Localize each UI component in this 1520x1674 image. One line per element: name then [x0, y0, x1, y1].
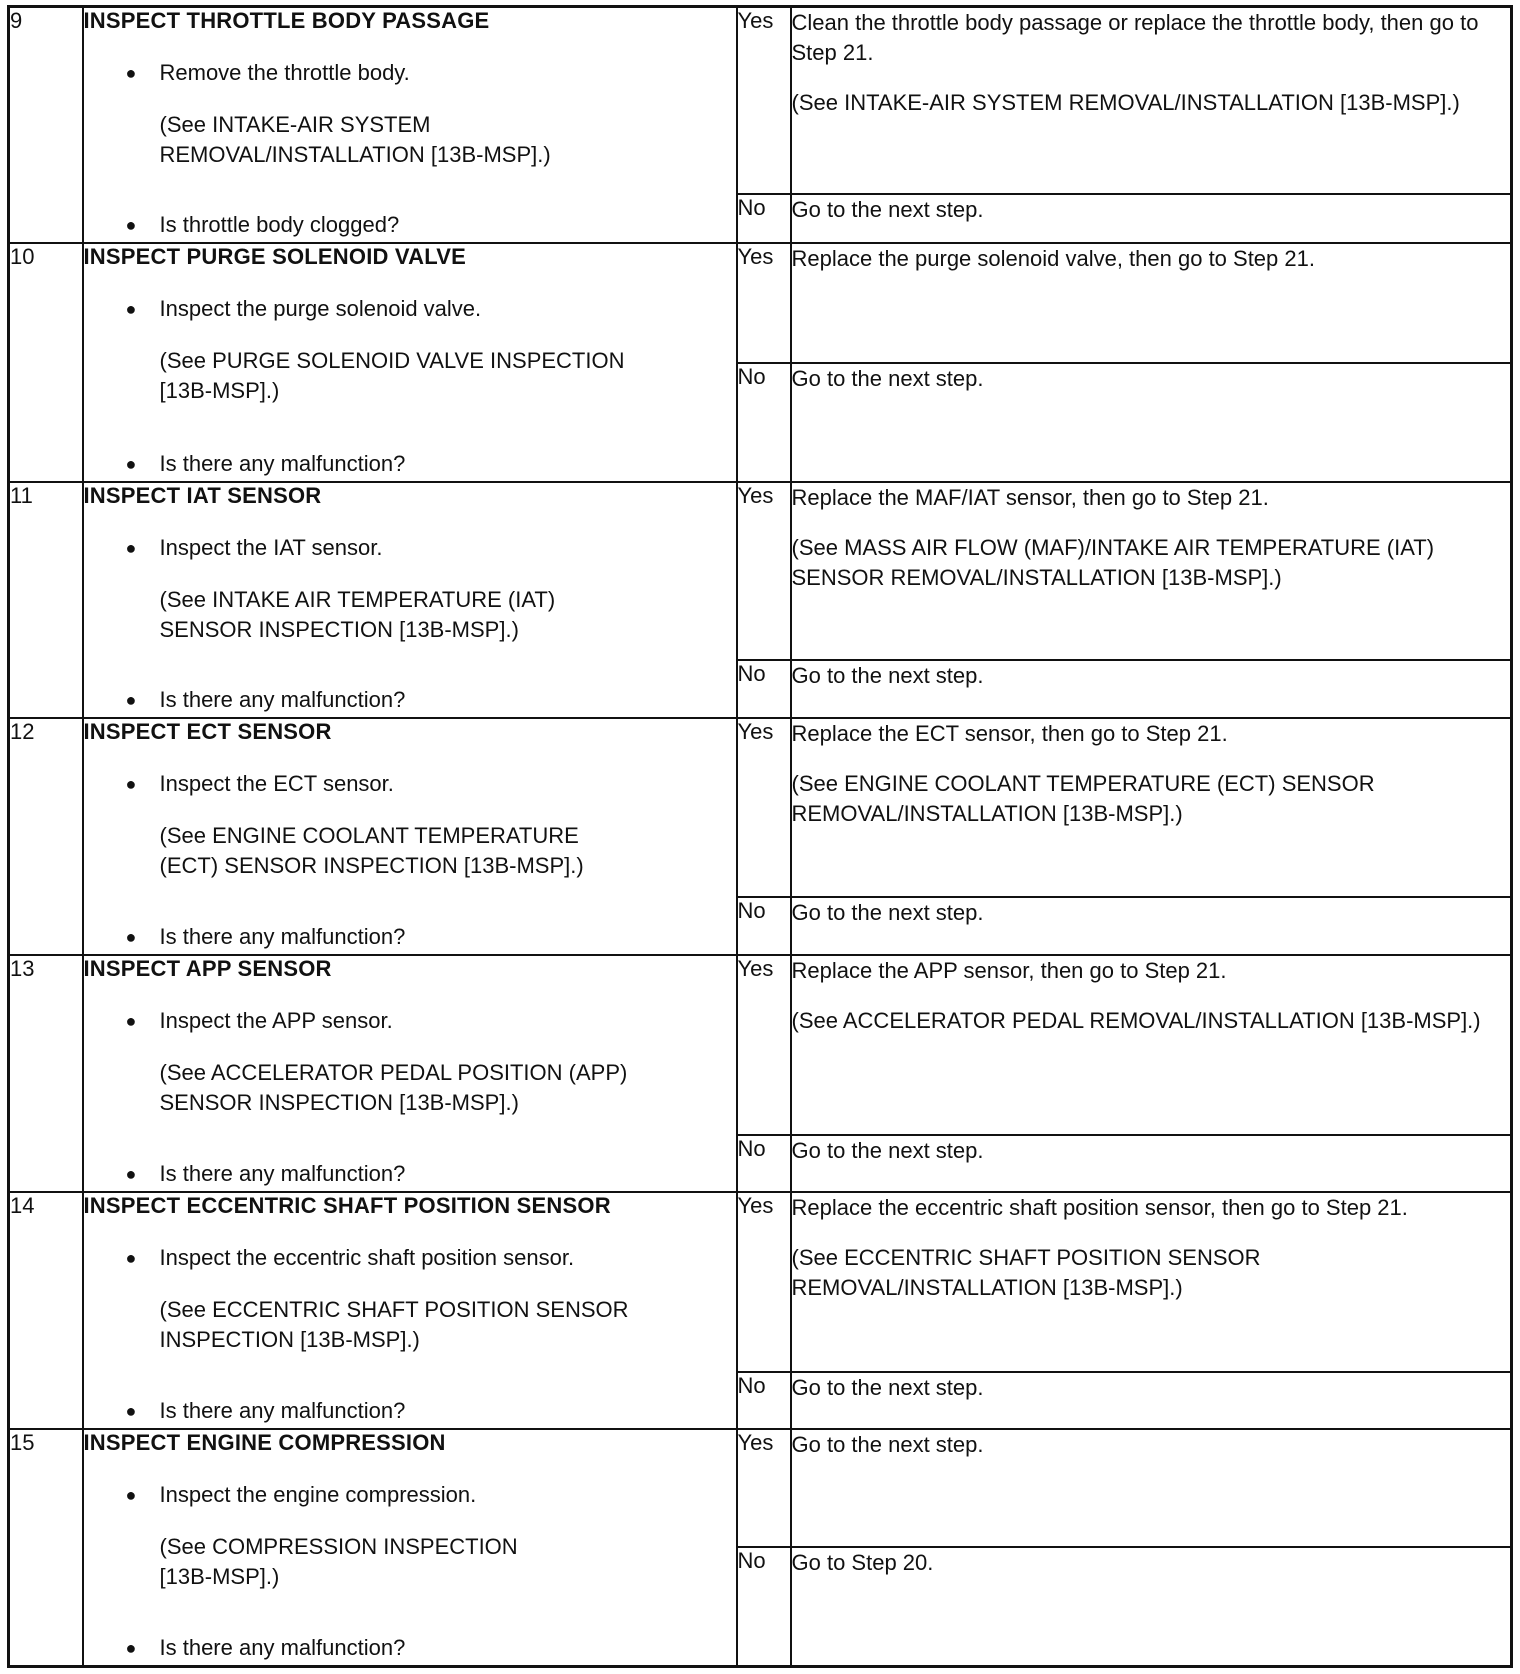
step-title: INSPECT ENGINE COMPRESSION [83, 1430, 446, 1456]
no-result: Go to the next step. [791, 897, 1512, 956]
yes-result-cell [791, 955, 1512, 1134]
no-result: Go to the next step. [791, 1372, 1512, 1430]
yes-result: Replace the eccentric shaft position sensor, then go to Step 21. [791, 1195, 1408, 1221]
diagnostic-table [7, 5, 1513, 1668]
yes-result: Replace the MAF/IAT sensor, then go to Step 21. [791, 484, 1269, 510]
step-row [9, 955, 1512, 1134]
step-title: INSPECT THROTTLE BODY PASSAGE [83, 8, 490, 33]
no-result: Go to Step 20. [791, 1547, 1512, 1667]
step-action: ● Inspect the APP sensor. [84, 1006, 736, 1036]
no-label: No [737, 1372, 791, 1430]
step-title: INSPECT IAT SENSOR [83, 482, 322, 508]
step-action-cell [83, 243, 737, 481]
yes-result-cell [791, 1429, 1512, 1546]
step-number: 9 [9, 7, 83, 244]
step-reference: (See INTAKE AIR TEMPERATURE (IAT) SENSOR INSPECTION [13B-MSP].) [159, 586, 556, 642]
step-row [9, 7, 1512, 195]
yes-label: Yes [737, 1192, 791, 1371]
step-action: ● Inspect the IAT sensor. [84, 533, 736, 563]
step-number: 14 [9, 1192, 83, 1429]
step-action-cell [83, 7, 737, 244]
no-result: Go to the next step. [791, 363, 1512, 481]
step-number: 15 [9, 1429, 83, 1666]
step-number: 11 [9, 482, 83, 719]
step-action: ● Inspect the engine compression. [84, 1480, 736, 1510]
step-action-cell [83, 1192, 737, 1429]
yes-reference: (See INTAKE-AIR SYSTEM REMOVAL/INSTALLATION [13B-MSP].) [791, 90, 1460, 115]
yes-label: Yes [737, 1429, 791, 1546]
step-action-cell [83, 482, 737, 719]
no-label: No [737, 897, 791, 956]
yes-result: Replace the ECT sensor, then go to Step 21. [791, 721, 1228, 747]
yes-label: Yes [737, 7, 791, 195]
step-question: ● Is there any malfunction? [84, 922, 736, 952]
yes-result: Clean the throttle body passage or replace the throttle body, then go to Step 21. [791, 10, 1479, 65]
yes-result: Replace the purge solenoid valve, then go to Step 21. [791, 246, 1315, 272]
yes-result-cell [791, 7, 1512, 195]
yes-reference: (See ACCELERATOR PEDAL REMOVAL/INSTALLATION [13B-MSP].) [791, 1008, 1481, 1034]
step-reference: (See COMPRESSION INSPECTION [13B-MSP].) [159, 1534, 518, 1590]
step-row [9, 243, 1512, 363]
yes-reference: (See ENGINE COOLANT TEMPERATURE (ECT) SENSOR REMOVAL/INSTALLATION [13B-MSP].) [791, 771, 1375, 827]
step-row [9, 482, 1512, 660]
step-question: ● Is there any malfunction? [84, 1633, 736, 1663]
yes-label: Yes [737, 955, 791, 1134]
step-row [9, 1192, 1512, 1371]
step-row [9, 718, 1512, 896]
step-reference: (See ECCENTRIC SHAFT POSITION SENSOR INSPECTION [13B-MSP].) [159, 1297, 629, 1353]
step-reference: (See PURGE SOLENOID VALVE INSPECTION [13B-MSP].) [159, 348, 625, 404]
yes-result-cell [791, 1192, 1512, 1371]
step-title: INSPECT ECT SENSOR [83, 719, 332, 745]
no-label: No [737, 660, 791, 719]
step-question: ● Is there any malfunction? [84, 449, 736, 479]
no-result: Go to the next step. [791, 194, 1512, 243]
no-label: No [737, 1135, 791, 1193]
step-action-cell [83, 718, 737, 955]
no-result: Go to the next step. [791, 660, 1512, 719]
no-label: No [737, 194, 791, 243]
yes-label: Yes [737, 718, 791, 896]
step-number: 12 [9, 718, 83, 955]
step-title: INSPECT ECCENTRIC SHAFT POSITION SENSOR [83, 1193, 611, 1219]
step-question: ● Is there any malfunction? [84, 1159, 736, 1189]
step-title: INSPECT PURGE SOLENOID VALVE [83, 244, 467, 270]
step-reference: (See INTAKE-AIR SYSTEM REMOVAL/INSTALLATION [13B-MSP].) [159, 112, 551, 167]
yes-reference: (See MASS AIR FLOW (MAF)/INTAKE AIR TEMPERATURE (IAT) SENSOR REMOVAL/INSTALLATION [13B-MSP].) [791, 534, 1435, 590]
step-reference: (See ENGINE COOLANT TEMPERATURE (ECT) SENSOR INSPECTION [13B-MSP].) [159, 823, 584, 879]
step-action-cell [83, 955, 737, 1192]
step-question: ● Is there any malfunction? [84, 685, 736, 715]
no-label: No [737, 363, 791, 481]
yes-label: Yes [737, 243, 791, 363]
step-action: ● Remove the throttle body. [84, 58, 736, 88]
no-result: Go to the next step. [791, 1135, 1512, 1193]
yes-result-cell [791, 243, 1512, 363]
step-action: ● Inspect the purge solenoid valve. [84, 294, 736, 324]
step-question: ● Is there any malfunction? [84, 1396, 736, 1426]
yes-result: Go to the next step. [791, 1432, 984, 1458]
no-label: No [737, 1547, 791, 1667]
step-action: ● Inspect the ECT sensor. [84, 769, 736, 799]
yes-result: Replace the APP sensor, then go to Step 21. [791, 958, 1227, 984]
yes-result-cell [791, 718, 1512, 896]
step-title: INSPECT APP SENSOR [83, 956, 332, 982]
step-question: ● Is throttle body clogged? [84, 210, 736, 240]
step-row [9, 1429, 1512, 1546]
step-number: 13 [9, 955, 83, 1192]
step-number: 10 [9, 243, 83, 481]
yes-result-cell [791, 482, 1512, 660]
step-action: ● Inspect the eccentric shaft position sensor. [84, 1243, 736, 1273]
step-action-cell [83, 1429, 737, 1666]
yes-label: Yes [737, 482, 791, 660]
yes-reference: (See ECCENTRIC SHAFT POSITION SENSOR REMOVAL/INSTALLATION [13B-MSP].) [791, 1245, 1261, 1301]
step-reference: (See ACCELERATOR PEDAL POSITION (APP) SENSOR INSPECTION [13B-MSP].) [159, 1060, 628, 1116]
